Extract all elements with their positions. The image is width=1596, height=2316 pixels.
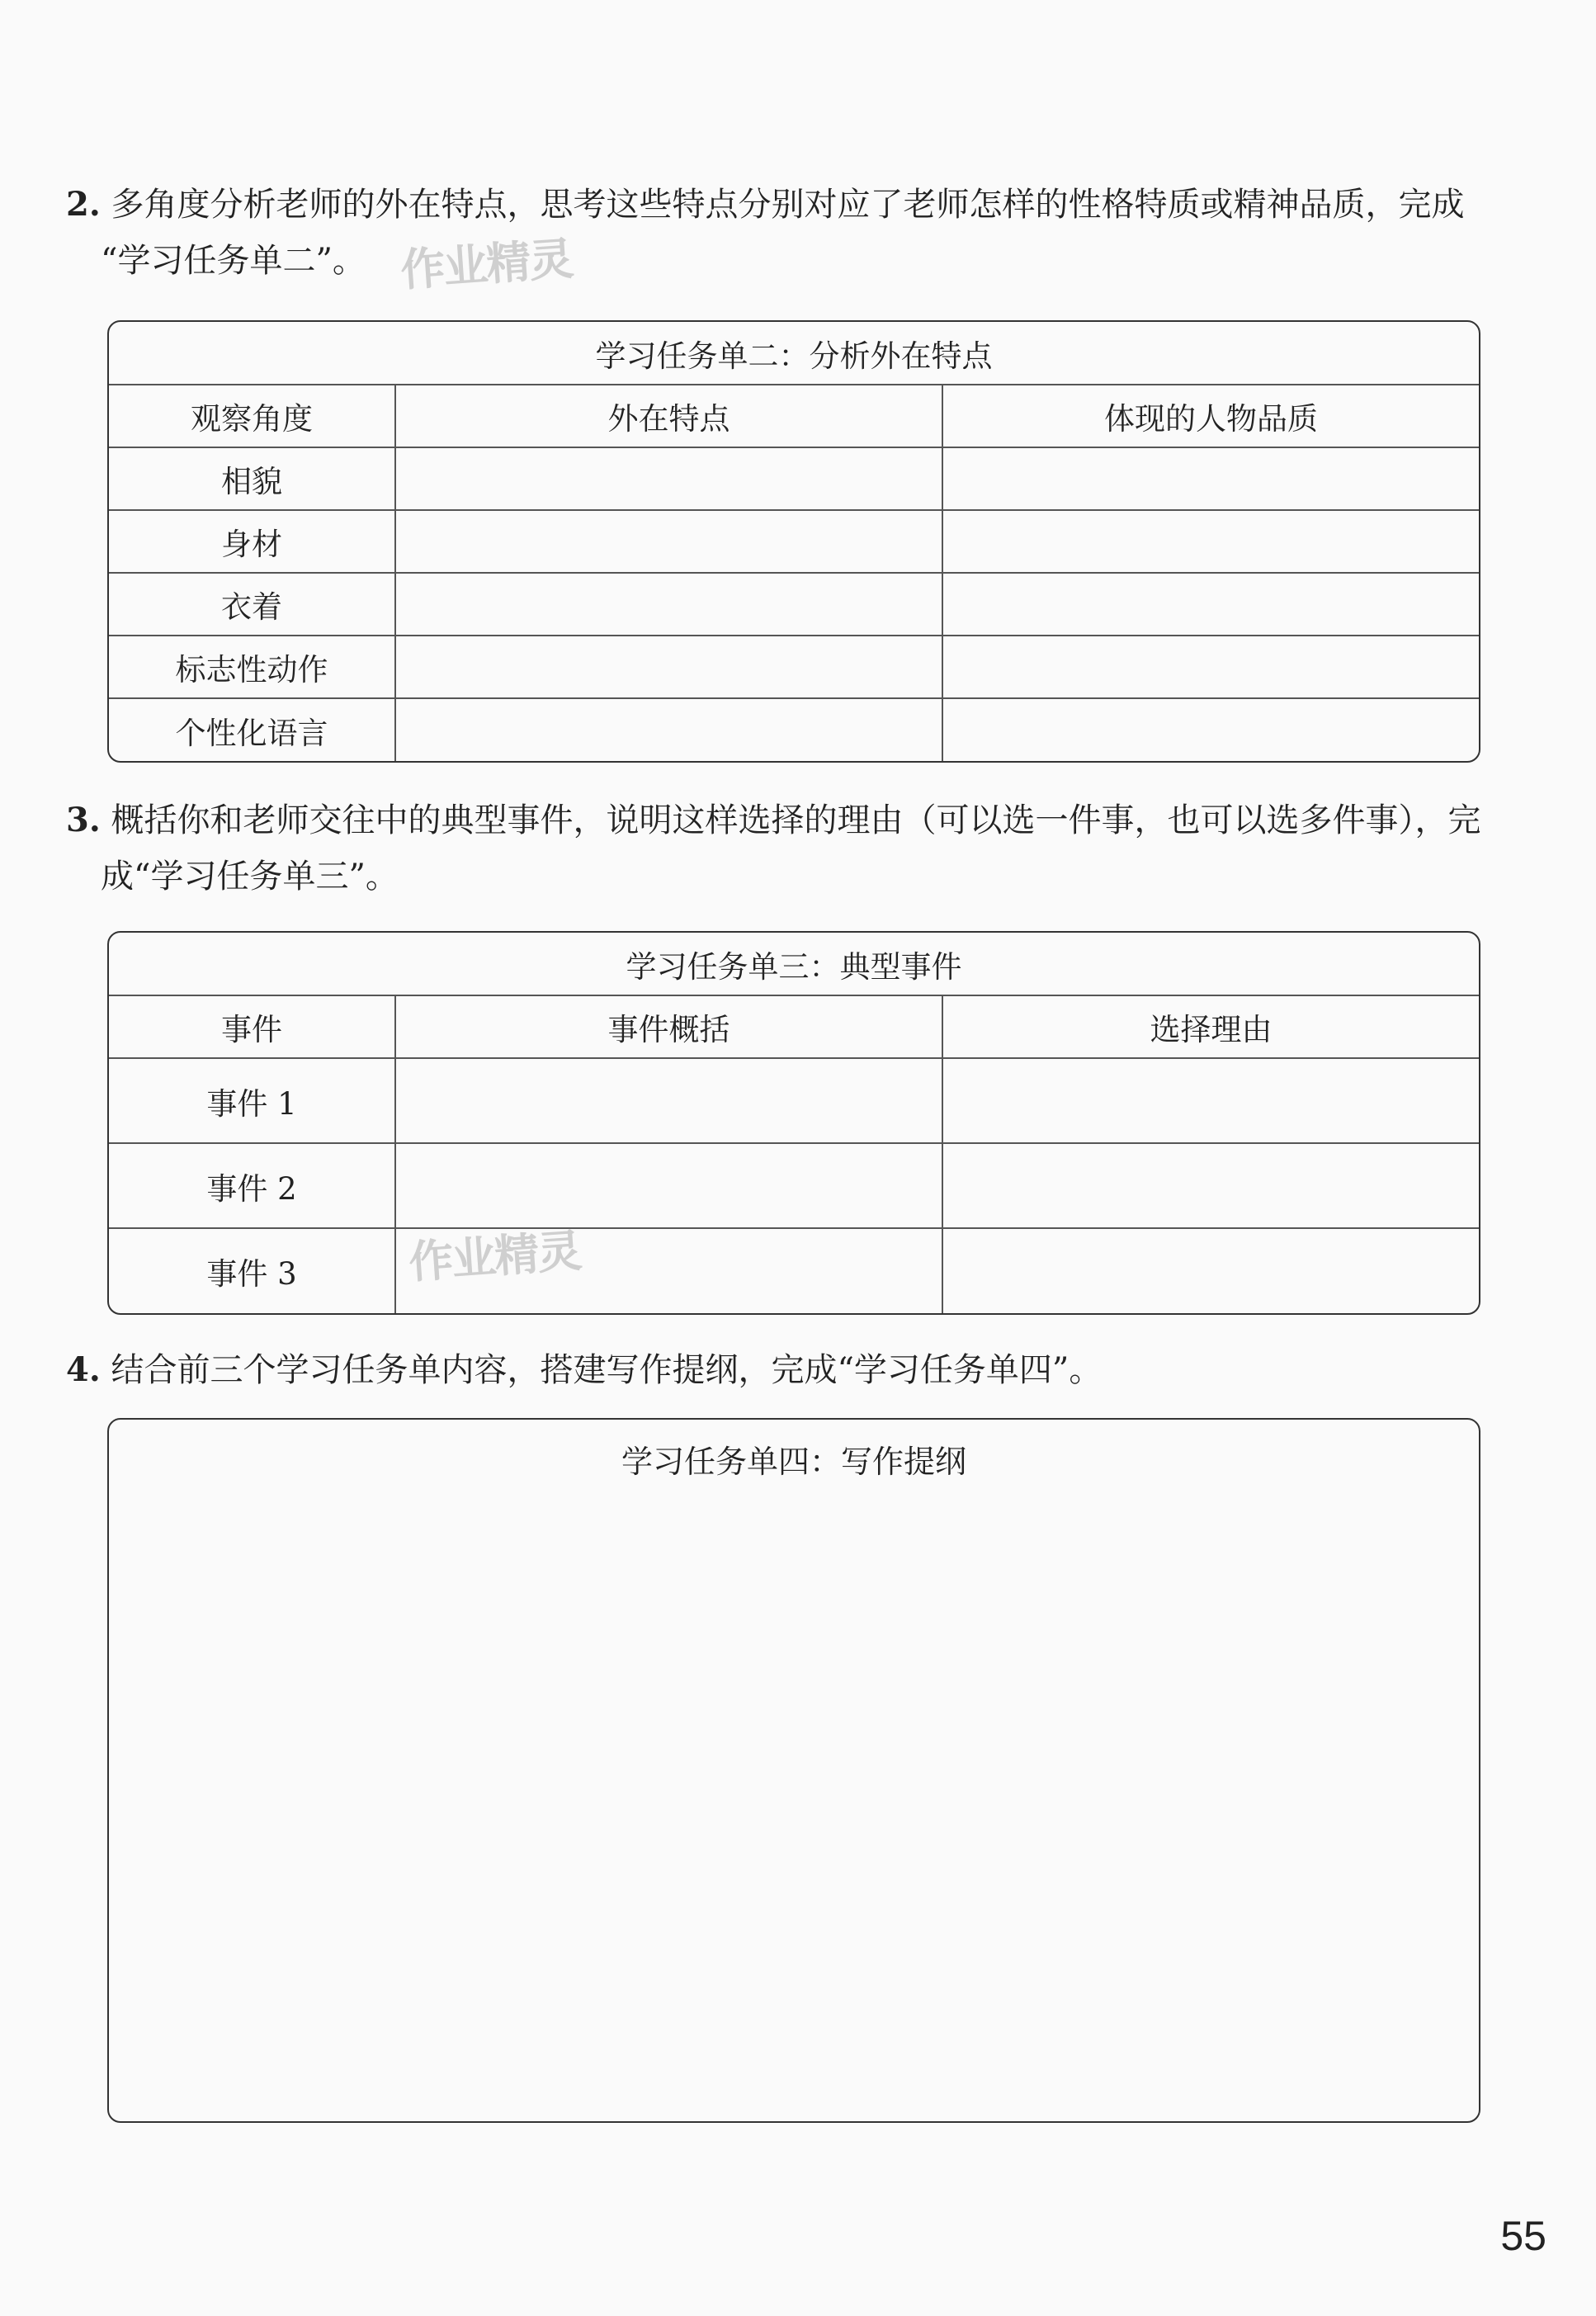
answer-cell[interactable] (942, 1143, 1479, 1228)
table-row (109, 1228, 1479, 1313)
question-number: 4. (66, 1350, 101, 1389)
question-number: 2. (66, 185, 101, 224)
table-row (109, 1143, 1479, 1228)
table-title: 学习任务单三：典型事件 (109, 933, 1479, 995)
answer-cell[interactable] (942, 698, 1479, 761)
table-row (109, 573, 1479, 636)
column-header: 观察角度 (109, 385, 395, 447)
row-label: 衣着 (109, 573, 395, 636)
question-text-line2: 成“学习任务单三”。 (101, 858, 399, 896)
question-3 (66, 792, 1485, 905)
row-label: 事件 2 (109, 1143, 395, 1228)
row-label: 标志性动作 (109, 636, 395, 698)
answer-cell[interactable] (942, 573, 1479, 636)
answer-cell[interactable] (395, 698, 942, 761)
table-row (109, 698, 1479, 761)
task-sheet-3-table (107, 931, 1480, 1315)
answer-cell[interactable] (395, 1143, 942, 1228)
question-number: 3. (66, 801, 101, 839)
question-4 (66, 1342, 1485, 1398)
column-header: 选择理由 (942, 995, 1479, 1058)
watermark: 作业精灵 (407, 1224, 583, 1289)
answer-cell[interactable] (942, 636, 1479, 698)
task-sheet-2-table (107, 320, 1480, 763)
column-header: 外在特点 (395, 385, 942, 447)
answer-cell[interactable] (942, 510, 1479, 573)
column-header: 事件概括 (395, 995, 942, 1058)
table-row (109, 1058, 1479, 1143)
page-number: 55 (1500, 2213, 1546, 2259)
row-label: 身材 (109, 510, 395, 573)
row-label: 事件 1 (109, 1058, 395, 1143)
answer-cell[interactable] (942, 447, 1479, 510)
answer-cell[interactable] (942, 1228, 1479, 1313)
box-title: 学习任务单四：写作提纲 (621, 1444, 966, 1480)
table-row (109, 447, 1479, 510)
question-text: 概括你和老师交往中的典型事件，说明这样选择的理由（可以选一件事，也可以选多件事），完 (111, 801, 1481, 839)
task-sheet-4-box[interactable] (107, 1418, 1480, 2123)
table-title: 学习任务单二：分析外在特点 (109, 322, 1479, 385)
table-row (109, 510, 1479, 573)
column-header: 体现的人物品质 (942, 385, 1479, 447)
row-label: 事件 3 (109, 1228, 395, 1313)
table-row (109, 636, 1479, 698)
column-header: 事件 (109, 995, 395, 1058)
question-text: 多角度分析老师的外在特点，思考这些特点分别对应了老师怎样的性格特质或精神品质，完成 (111, 186, 1465, 224)
row-label: 相貌 (109, 447, 395, 510)
watermark: 作业精灵 (399, 232, 574, 297)
question-2 (66, 177, 1485, 289)
answer-cell[interactable] (395, 1058, 942, 1143)
answer-cell[interactable] (395, 510, 942, 573)
answer-cell[interactable] (395, 447, 942, 510)
question-text-line2: “学习任务单二”。 (101, 242, 366, 280)
answer-cell[interactable] (942, 1058, 1479, 1143)
question-text: 结合前三个学习任务单内容，搭建写作提纲，完成“学习任务单四”。 (111, 1351, 1103, 1389)
answer-cell[interactable] (395, 636, 942, 698)
answer-cell[interactable] (395, 573, 942, 636)
row-label: 个性化语言 (109, 698, 395, 761)
